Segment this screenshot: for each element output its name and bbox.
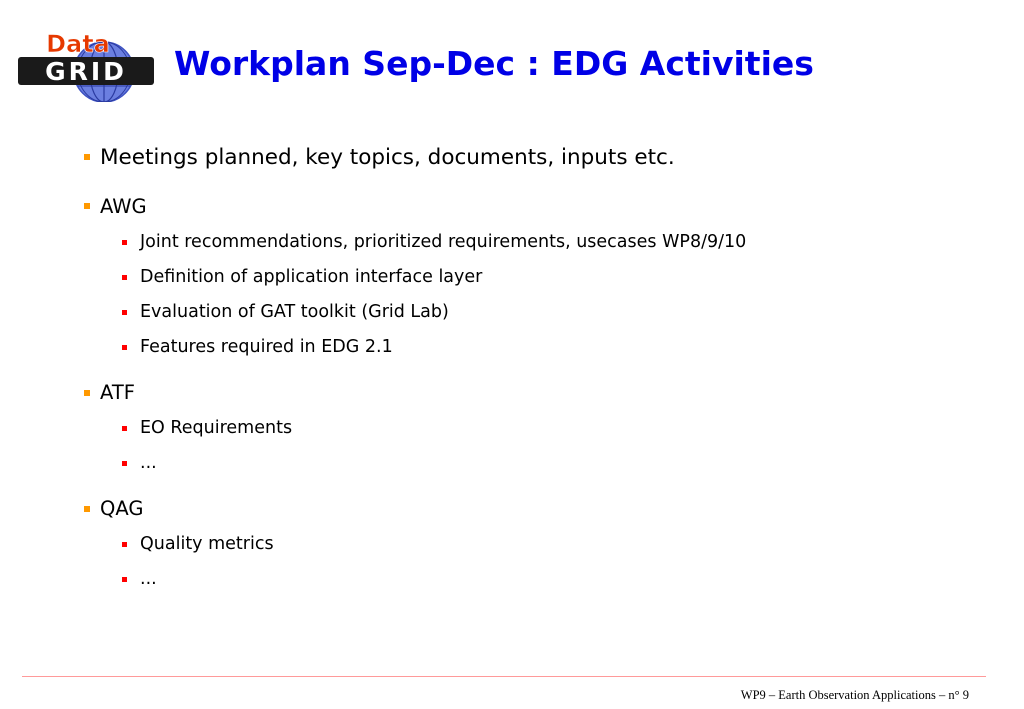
footer-rule [22, 676, 986, 677]
sub-bullet-marker [122, 240, 127, 245]
bullet-qag: QAG [100, 497, 144, 520]
sub-bullet-qag-1: Quality metrics [140, 534, 274, 554]
bullet-atf: ATF [100, 381, 135, 404]
sub-bullet-atf-2: ... [140, 453, 157, 473]
slide-title: Workplan Sep-Dec : EDG Activities [174, 44, 814, 83]
sub-bullet-marker [122, 426, 127, 431]
sub-bullet-marker [122, 542, 127, 547]
sub-bullet-atf-1: EO Requirements [140, 418, 293, 438]
bullet-marker [84, 203, 90, 209]
logo-text-data: Data [46, 30, 110, 58]
bullet-marker [84, 506, 90, 512]
sub-bullet-marker [122, 345, 127, 350]
sub-bullet-marker [122, 577, 127, 582]
sub-bullet-qag-2: ... [140, 569, 157, 589]
sub-bullet-marker [122, 310, 127, 315]
sub-bullet-awg-1: Joint recommendations, prioritized requirements, usecases WP8/9/10 [140, 232, 747, 252]
sub-bullet-awg-3: Evaluation of GAT toolkit (Grid Lab) [140, 302, 449, 322]
bullet-meetings: Meetings planned, key topics, documents, inputs etc. [100, 145, 675, 170]
bullet-marker [84, 390, 90, 396]
bullet-marker [84, 154, 90, 160]
sub-bullet-marker [122, 275, 127, 280]
datagrid-logo [16, 28, 156, 102]
footer-text: WP9 – Earth Observation Applications – n° 9 [740, 688, 969, 702]
sub-bullet-marker [122, 461, 127, 466]
sub-bullet-awg-4: Features required in EDG 2.1 [140, 337, 393, 357]
bullet-awg: AWG [100, 195, 147, 218]
logo-text-grid: GRID [45, 57, 127, 86]
sub-bullet-awg-2: Definition of application interface layer [140, 267, 483, 287]
